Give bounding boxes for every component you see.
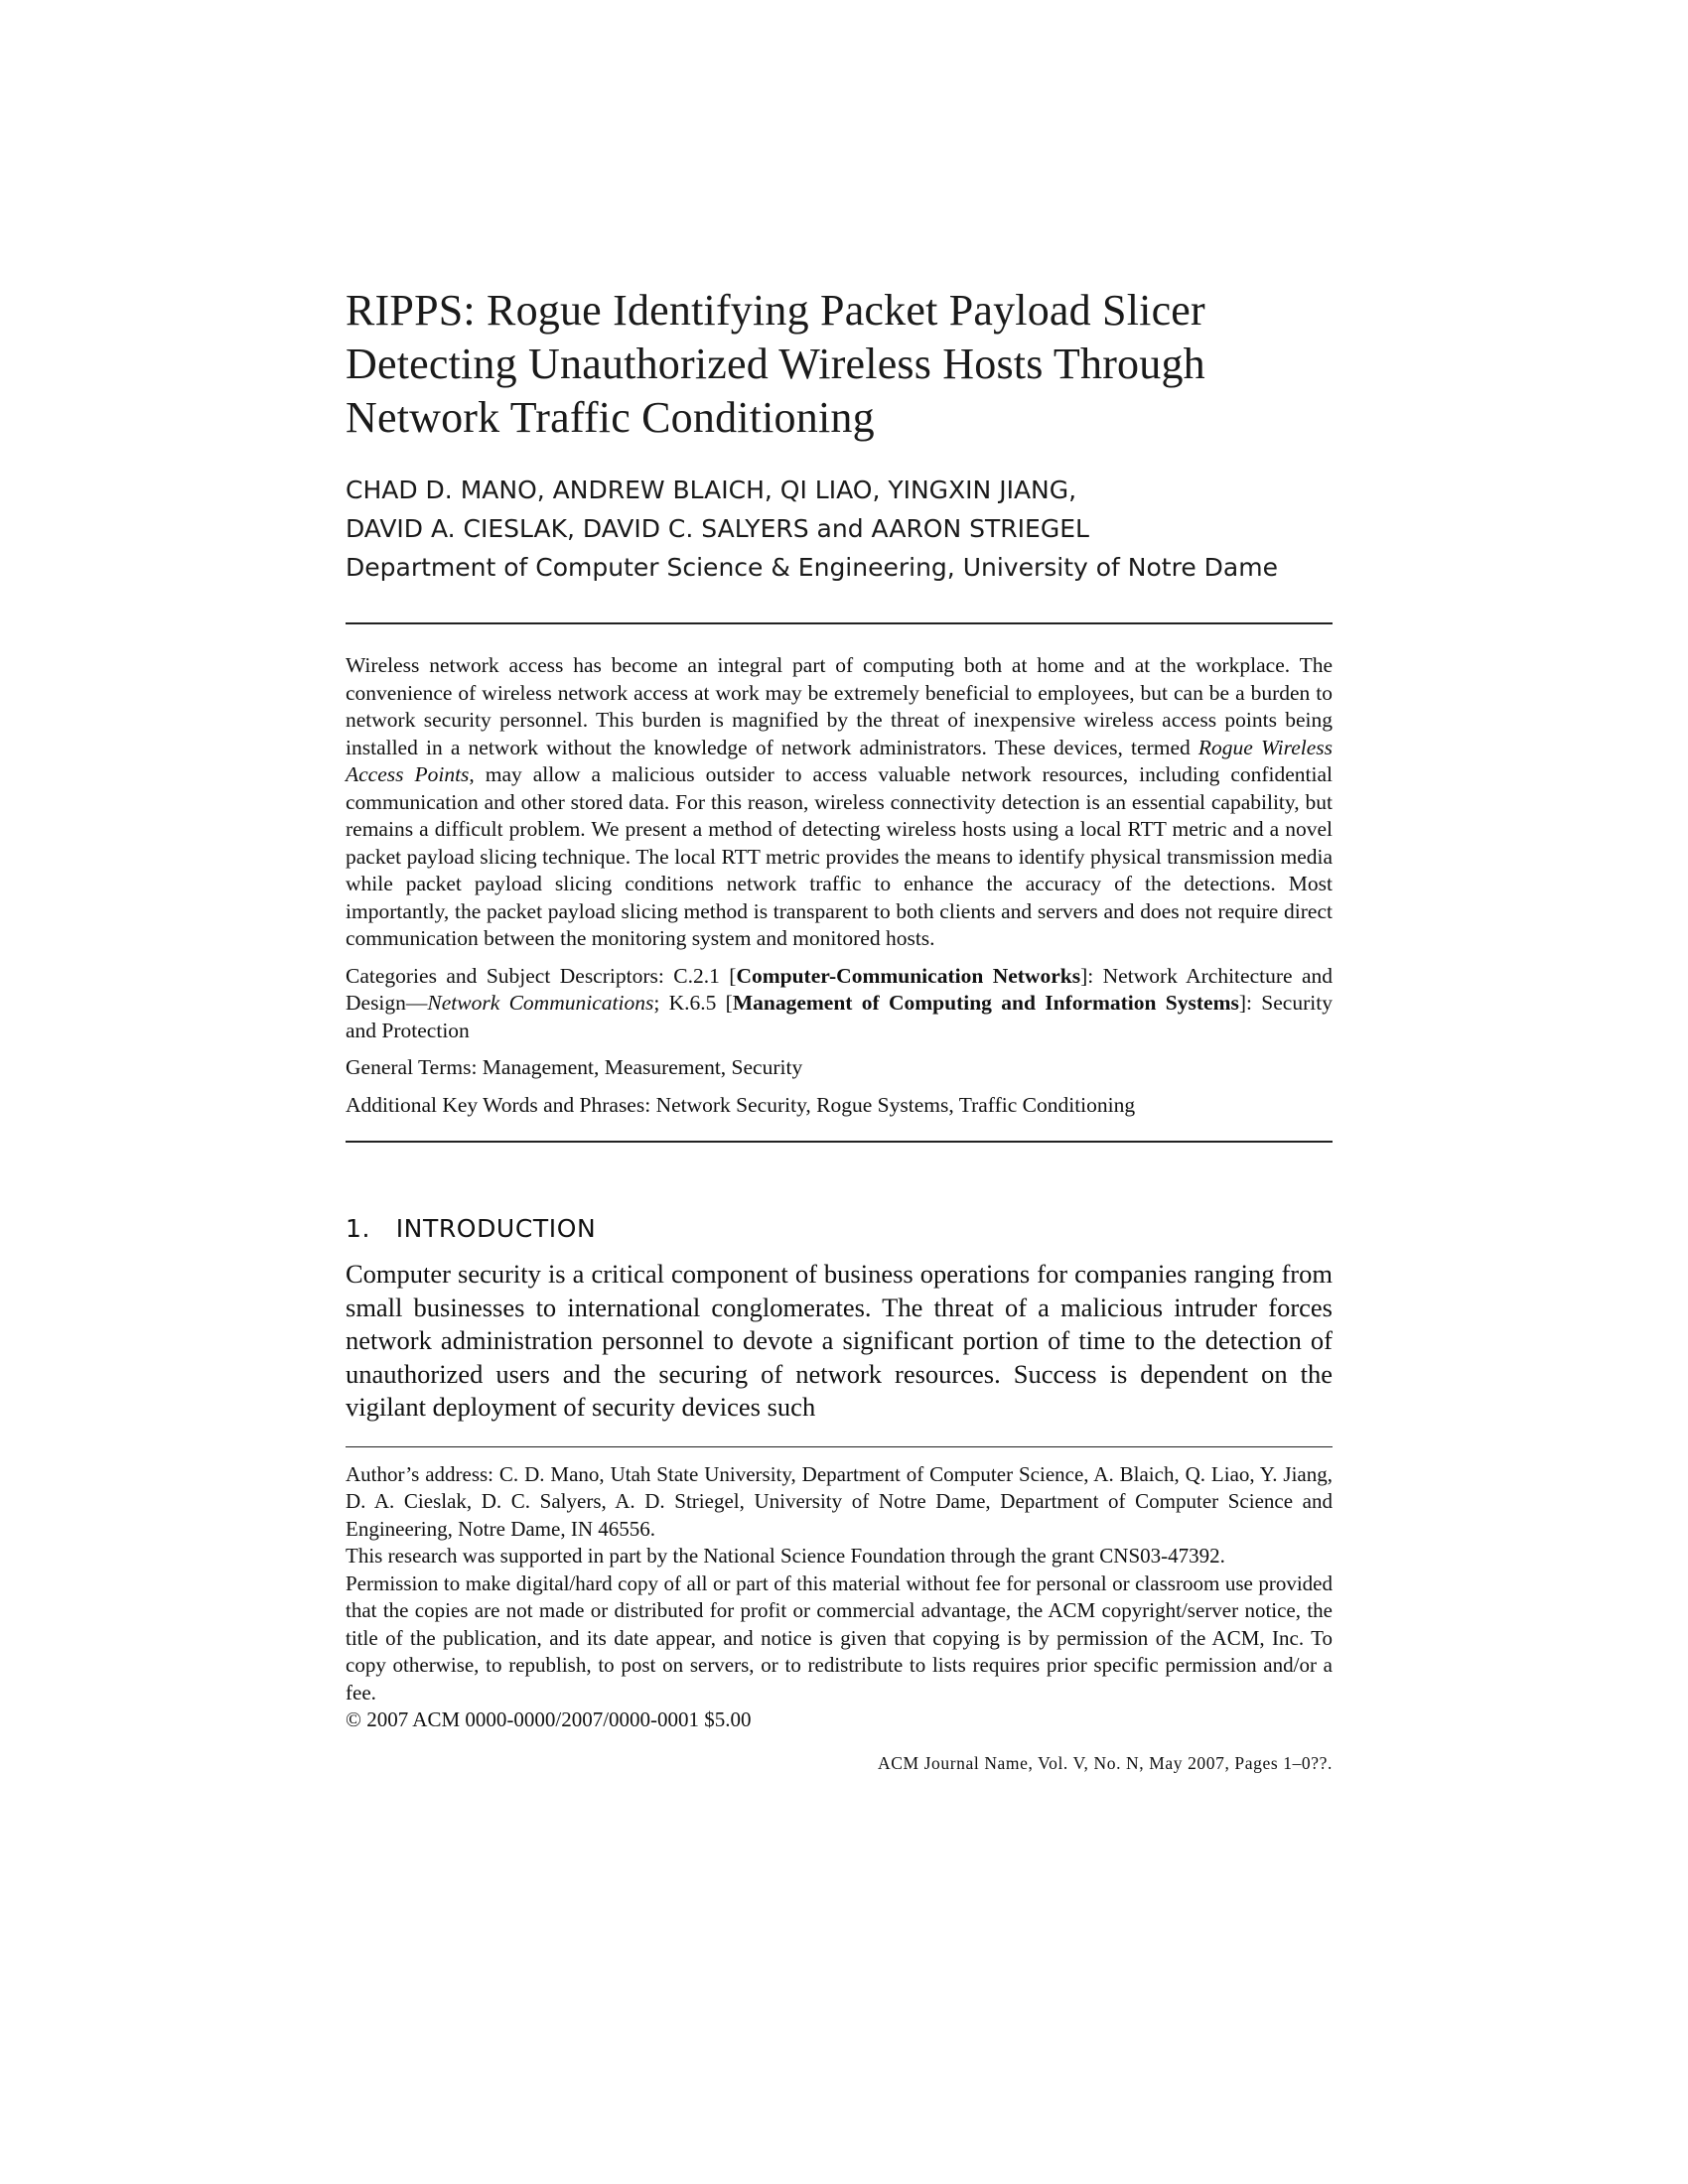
paper-page xyxy=(346,284,1333,1774)
categories-text: ]: Network Architecture and Design— xyxy=(346,963,1334,1015)
categories-text: ; K.6.5 [ xyxy=(653,991,733,1015)
abstract-emphasis: Rogue Wireless Access Points xyxy=(346,735,1333,786)
categories-text: ]: Security and Protection xyxy=(346,991,1333,1042)
affiliation: Department of Computer Science & Engineering, University of Notre Dame xyxy=(346,553,1278,582)
top-rule xyxy=(346,622,1333,624)
section-heading: 1. INTRODUCTION xyxy=(346,1214,597,1243)
author-line: DAVID A. CIESLAK, DAVID C. SALYERS and AARON STRIEGEL xyxy=(346,514,1089,543)
author-list xyxy=(346,471,1333,548)
categories-bold: Computer-Communication Networks xyxy=(736,963,1081,988)
categories-descriptors xyxy=(346,963,1333,1045)
title-line: Network Traffic Conditioning xyxy=(346,393,875,442)
categories-label: Categories and Subject Descriptors: xyxy=(346,963,674,988)
categories-bold: Management of Computing and Information Systems xyxy=(732,991,1239,1015)
footnotes xyxy=(346,1461,1333,1734)
abstract-text: Wireless network access has become an integral part of computing both at home and at the workplace. The convenience of wireless network access at work may be extremely beneficial to employees, but can be a burden to network security personnel. This burden is magnified by the threat of inexpensive wireless access points being installed in a network without the knowledge of network administrators. These devices, termed xyxy=(346,653,1333,759)
journal-footer: ACM Journal Name, Vol. V, No. N, May 2007, Pages 1–0??. xyxy=(877,1752,1333,1773)
categories-italic: Network Communications xyxy=(427,991,654,1015)
categories-code: C.2.1 [ xyxy=(673,963,737,988)
abstract xyxy=(346,652,1333,953)
paper-title xyxy=(346,284,1333,445)
title-line: Detecting Unauthorized Wireless Hosts Through xyxy=(346,340,1205,388)
footnote-permission: Permission to make digital/hard copy of all or part of this material without fee for personal or classroom use provided that the copies are not made or distributed for profit or commercial advantage, the ACM copyright/server notice, the title of the publication, and its date appear, and notice is given that copying is by permission of the ACM, Inc. To copy otherwise, to republish, to post on servers, or to redistribute to lists requires prior specific permission and/or a fee. xyxy=(346,1570,1333,1705)
footnote-address: Author’s address: C. D. Mano, Utah State University, Department of Computer Science, A. Blaich, Q. Liao, Y. Jiang, D. A. Cieslak, D. C. Salyers, A. D. Striegel, University of Notre Dame, Department of Computer Science and Engineering, Notre Dame, IN 46556. xyxy=(346,1461,1333,1541)
footnote-copyright: © 2007 ACM 0000-0000/2007/0000-0001 $5.00 xyxy=(346,1707,752,1731)
author-line: CHAD D. MANO, ANDREW BLAICH, QI LIAO, YINGXIN JIANG, xyxy=(346,476,1077,504)
title-line: RIPPS: Rogue Identifying Packet Payload Slicer xyxy=(346,286,1205,335)
section-body: Computer security is a critical component of business operations for companies ranging from small businesses to international conglomerates. The threat of a malicious intruder forces network administration personnel to devote a significant portion of time to the detection of unauthorized users and the securing of network resources. Success is dependent on the vigilant deployment of security devices such xyxy=(346,1259,1333,1422)
bottom-rule xyxy=(346,1141,1333,1143)
keywords: Additional Key Words and Phrases: Network Security, Rogue Systems, Traffic Conditioning xyxy=(346,1092,1136,1117)
abstract-text: , may allow a malicious outsider to access valuable network resources, including confidential communication and other stored data. For this reason, wireless connectivity detection is an essential capability, but remains a difficult problem. We present a method of detecting wireless hosts using a local RTT metric and a novel packet payload slicing technique. The local RTT metric provides the means to identify physical transmission media while packet payload slicing conditions network traffic to enhance the accuracy of the detections. Most importantly, the packet payload slicing method is transparent to both clients and servers and does not require direct communication between the monitoring system and monitored hosts. xyxy=(346,762,1333,950)
general-terms: General Terms: Management, Measurement, Security xyxy=(346,1055,803,1079)
footnote-rule xyxy=(346,1446,1333,1447)
footnote-support: This research was supported in part by the National Science Foundation through the grant CNS03-47392. xyxy=(346,1544,1225,1568)
